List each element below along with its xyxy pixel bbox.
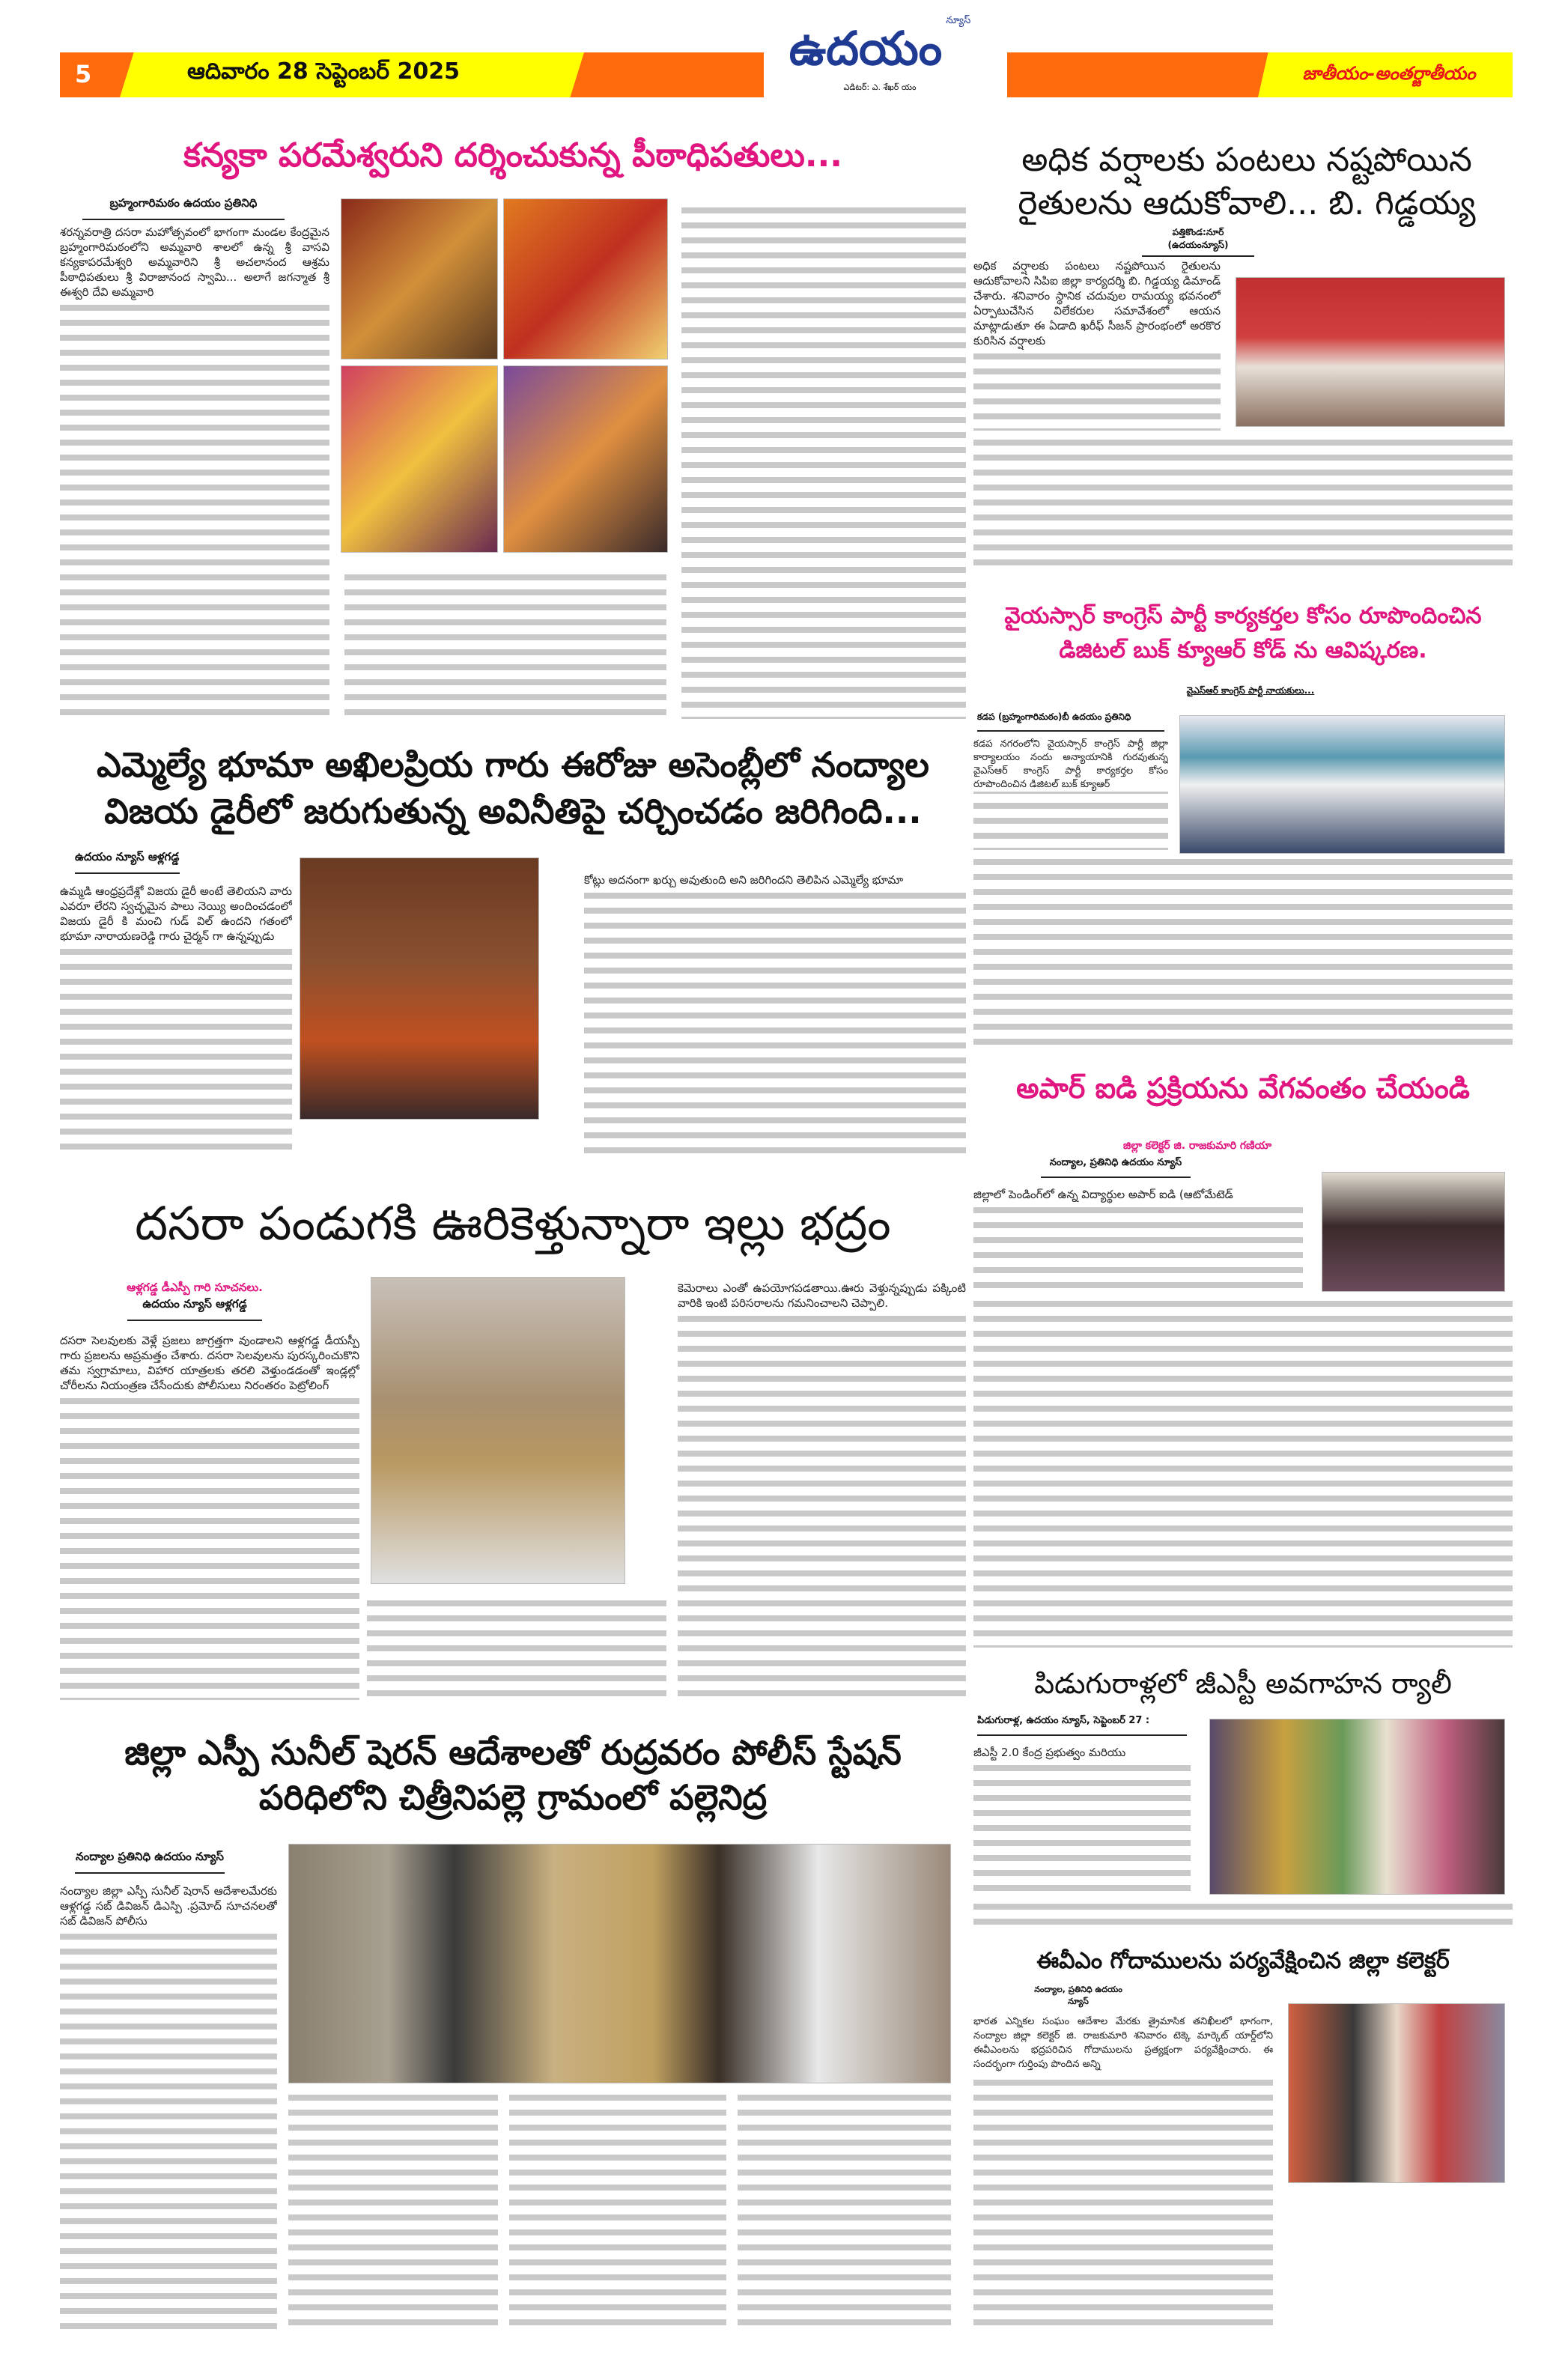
article-body-gst: జీఎస్టీ 2.0 కేంద్ర ప్రభుత్వం మరియు (973, 1745, 1191, 1895)
headline-kanyaka: కన్యకా పరమేశ్వరుని దర్శించుకున్న పీఠాధిపతులు... (183, 136, 842, 174)
byline-evm: నంద్యాల, ప్రతినిధి ఉదయం న్యూస్ (1026, 1985, 1131, 2016)
byline-gst: పిడుగురాళ్ల, ఉదయం న్యూస్, సెప్టెంబర్ 27 : (977, 1715, 1187, 1736)
section-title: జాతీయం-అంతర్జాతీయం (1302, 63, 1476, 84)
photo-cpi-meeting (1236, 277, 1505, 427)
caption-ysr-photo: వైఎస్ఆర్ కాంగ్రెస్ పార్టీ నాయకులు... (1186, 685, 1315, 696)
photo-gst-rally (1209, 1719, 1505, 1895)
byline-mla: ఉదయం న్యూస్ ఆళ్లగడ్డ (75, 850, 180, 874)
subtitle-apar: జిల్లా కలెక్టర్ జి. రాజకుమారి గణియా (1123, 1140, 1272, 1152)
article-body-evm: భారత ఎన్నికల సంఘం ఆదేశాల మేరకు త్రైమాసిక తనిఖీలలో భాగంగా, నంద్యాల జిల్లా కలెక్టర్ జి. రాజకుమారి శనివారం టెక్కె మార్కెట్ యార్డ్‌లోని ఈవీఎంలను భద్రపరిచిన గోదాములను ప్రత్యక్షంగా పర్యవేక్షించారు. ఈ సందర్భంగా గుర్తింపు పొందిన అన్ని (973, 2015, 1273, 2333)
headline-sp: జిల్లా ఎస్పీ సునీల్ షెరన్ ఆదేశాలతో రుద్రవరం పోలీస్ స్టేషన్ పరిధిలోని చిత్రీనిపల్లె గ్రామంలో పల్లెనిద్ర (124, 1732, 902, 1818)
byline-ysr: కడప (బ్రహ్మంగారిమఠం)బీ ఉదయం ప్రతినిధి (977, 711, 1164, 732)
logo (779, 15, 981, 112)
article-body-kanyaka: శరన్నవరాత్రి దసరా మహోత్సవంలో భాగంగా మండల కేంద్రమైన బ్రహ్మంగారిమఠంలోని అమ్మవారి శాలలో ఉన్న శ్రీ వాసవి కన్యకాపరమేశ్వరి అమ్మవారిని శ్రీ అచలానంద ఆశ్రమ పీఠాధిపతులు శ్రీ విరాజానంద స్వామి... అలాగే జగన్మాత శ్రీ ఈశ్వరి దేవి అమ్మవారి (60, 225, 329, 719)
article-body-dasara: దసరా సెలవులకు వెళ్లే ప్రజలు జాగ్రత్తగా వుండాలని ఆళ్లగడ్డ డీయస్పీ గారు ప్రజలను అప్రమత్తం చేశారు. దసరా సెలవులను పురస్కరించుకొని తమ స్వగ్రామాలు, విహార యాత్రలకు తరలి వెళ్తుండడంతో ఇండ్లల్లో చోరీలను నియంత్రణ చేసేందుకు పోలీసులు నిరంతరం పెట్రోలింగ్ (60, 1333, 359, 1700)
article-body-sp: నంద్యాల జిల్లా ఎస్పీ సునీల్ షెరాన్ ఆదేశాలమేరకు ఆళ్లగడ్డ సబ్ డివిజన్ డిఎస్పి .ప్రమోద్ సూచనలతో సబ్ డివిజన్ పోలీసు (60, 1883, 277, 2333)
article-body-apar-2 (973, 1296, 1513, 1648)
headline-gst: పిడుగురాళ్లలో జీఎస్టీ అవగాహన ర్యాలీ (1034, 1667, 1452, 1700)
article-body-kanyaka-2 (344, 569, 666, 719)
article-body-ysr: కడప నగరంలోని వైయస్సార్ కాంగ్రెస్ పార్టీ జిల్లా కార్యాలయం నందు అన్యాయానికి గురవుతున్న వైఎస్ఆర్ కాంగ్రెస్ పార్టీ కార్యకర్తల కోసం రూపొందించిన డిజిటల్ బుక్ క్యూఆర్ (973, 738, 1168, 850)
editor-line: ఎడిటర్: ఎ. శేఖర్ యం (843, 82, 917, 92)
photo-mla (300, 857, 539, 1120)
byline-apar: నంద్యాల, ప్రతినిధి ఉదయం న్యూస్ (1041, 1157, 1191, 1178)
logo-text: ఉదయం (788, 21, 943, 76)
photo-temple-1 (341, 198, 498, 359)
issue-date: ఆదివారం 28 సెప్టెంబర్ 2025 (187, 58, 461, 85)
headline-evm: ఈవీఎం గోదాములను పర్యవేక్షించిన జిల్లా కలెక్టర్ (1036, 1948, 1450, 1974)
article-body-gst-2 (973, 1898, 1513, 1928)
headline-dasara: దసరా పండుగకి ఊరికెళ్తున్నారా ఇల్లు భద్రం (135, 1196, 891, 1251)
headline-apar: అపార్ ఐడి ప్రక్రియను వేగవంతం చేయండి (1016, 1072, 1470, 1105)
byline-dasara: ఉదయం న్యూస్ ఆళ్లగడ్డ (127, 1297, 262, 1321)
article-body-dasara-3: కెమెరాలు ఎంతో ఉపయోగపడతాయి.ఊరు వెళ్తున్నప్పుడు పక్కింటి వారికి ఇంటి పరిసరాలను గమనించాలని చెప్పాలి. (678, 1281, 966, 1700)
headline-ysr: వైయస్సార్ కాంగ్రెస్ పార్టీ కార్యకర్తల కోసం రూపొందించిన డిజిటల్ బుక్ క్యూఆర్ కోడ్ ను ఆవిష్కరణ. (1004, 603, 1482, 664)
article-body-mla: ఉమ్మడి ఆంధ్రప్రదేశ్లో విజయ డైరీ అంటే తెలియని వారు ఎవరూ లేరని స్వచ్ఛమైన పాలు నెయ్యి అందించడంలో విజయ డైరీ కి మంచి గుడ్ విల్ ఉందని గతంలో భూమా నారాయణరెడ్డి గారు చైర్మన్ గా ఉన్నప్పుడు (60, 884, 292, 1153)
byline-giddayya: పత్తికొండ:నూర్ (ఉదయంన్యూస్) (1142, 227, 1254, 257)
byline-sp: నంద్యాల ప్రతినిధి ఉదయం న్యూస్ (75, 1850, 225, 1874)
article-body-sp-2 (288, 2089, 498, 2333)
headline-giddayya: అధిక వర్షాలకు పంటలు నష్టపోయిన రైతులను ఆదుకోవాలి... బి. గిడ్డయ్య (1018, 141, 1476, 222)
article-body-kanyaka-3 (681, 202, 966, 719)
photo-temple-4 (503, 365, 668, 553)
article-body-sp-3 (509, 2089, 726, 2333)
article-body-mla-2: కోట్లు అదనంగా ఖర్చు అవుతుంది అని జరిగిందని తెలిపిన ఎమ్మెల్యే భూమా (584, 872, 966, 1153)
article-body-sp-4 (738, 2089, 951, 2333)
photo-village-police (288, 1844, 951, 2083)
byline-kanyaka: బ్రహ్మంగారిమఠం ఉదయం ప్రతినిధి (82, 196, 285, 220)
photo-collector (1322, 1172, 1505, 1292)
photo-evm-godown (1288, 2003, 1505, 2183)
photo-ysr-qr-launch (1179, 715, 1505, 854)
logo-sub: న్యూస్ (946, 15, 971, 26)
article-body-ysr-2 (973, 854, 1513, 1048)
subtitle-dasara: ఆళ్లగడ్డ డీఎస్పీ గారి సూచనలు. (127, 1281, 263, 1294)
page-number: 5 (75, 60, 92, 88)
article-body-apar: జిల్లాలో పెండింగ్‌లో ఉన్న విద్యార్థుల అపార్ ఐడి (ఆటోమేటెడ్ (973, 1187, 1303, 1292)
photo-temple-2 (503, 198, 668, 359)
headline-mla: ఎమ్మెల్యే భూమా అఖిలప్రియ గారు ఈరోజు అసెంబ్లీలో నంద్యాల విజయ డైరీలో జరుగుతున్న అవినీతిపై చర్చించడం జరిగింది... (97, 744, 929, 831)
article-body-dasara-2 (367, 1595, 666, 1700)
article-body-giddayya: అధిక వర్షాలకు పంటలు నష్టపోయిన రైతులను ఆదుకోవాలని సిపిఐ జిల్లా కార్యదర్శి బి. గిడ్డయ్య డిమాండ్ చేశారు. శనివారం స్థానిక చదువుల రామయ్య భవనంలో ఏర్పాటుచేసిన విలేకరుల సమావేశంలో ఆయన మాట్లాడుతూ ఈ ఏడాది ఖరీఫ్ సీజన్ ప్రారంభంలో అరకొర కురిసిన వర్షాలకు (973, 258, 1221, 431)
photo-temple-3 (341, 365, 498, 553)
photo-dsp (371, 1277, 625, 1584)
article-body-giddayya-2 (973, 434, 1513, 569)
